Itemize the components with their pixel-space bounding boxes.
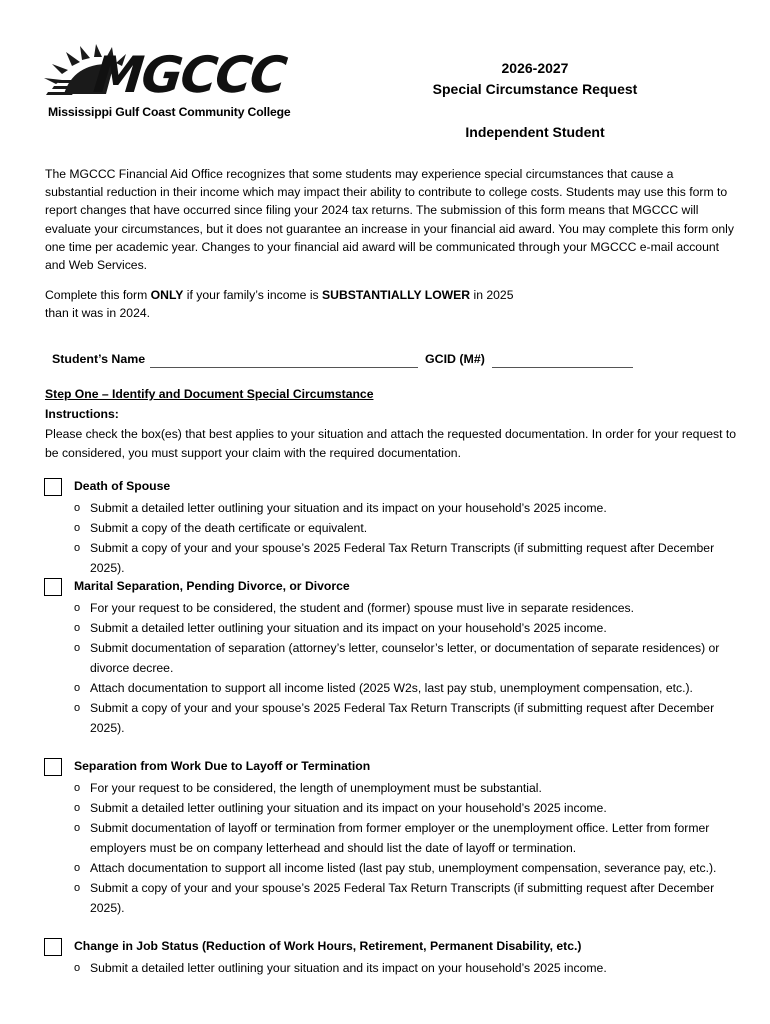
student-name-label: Student’s Name [52, 352, 146, 366]
list-item [74, 778, 734, 798]
intro-paragraph: The MGCCC Financial Aid Office recognizes that some students may experience special circumstances that cause a substantial reduction in their income which may impact their ability to contribute to college costs. Students may use this form to report changes that have occurred since filing your 2024 tax returns. The submission of this form means that MGCCC will evaluate your circumstances, but it does not guarantee an increase in your financial aid award. You may complete this form only one time per academic year. Changes to your financial aid award will be communicated through your MGCCC e-mail account and Web Services. [45, 167, 734, 273]
list-item [74, 618, 734, 638]
form-title: Special Circumstance Request [432, 81, 638, 97]
form-subtitle: Independent Student [465, 124, 605, 140]
checkbox-layoff-termination[interactable] [44, 758, 62, 776]
step-one-section [45, 385, 745, 463]
list-item-text: Submit a copy of your and your spouse’s 2025 Federal Tax Return Transcripts (if submitting request after December 2025). [90, 701, 715, 735]
checkbox-change-in-job-status[interactable] [44, 938, 62, 956]
bullet-icon: o [74, 962, 81, 974]
category-title: Change in Job Status (Reduction of Work Hours, Retirement, Permanent Disability, etc.) [74, 939, 582, 953]
bullet-icon: o [74, 782, 81, 794]
list-item-text: Submit a detailed letter outlining your situation and its impact on your household’s 2025 income. [90, 801, 607, 815]
form-year: 2026-2027 [501, 60, 569, 76]
income-note-text: Complete this form [45, 288, 151, 302]
instructions-label: Instructions: [45, 407, 119, 421]
income-note-line2: than it was in 2024. [45, 306, 151, 320]
requirement-list [74, 598, 734, 738]
income-note [45, 286, 565, 322]
bullet-icon: o [74, 702, 81, 714]
list-item-text: Submit documentation of layoff or termination from former employer or the unemployment office. Letter from former employers must be on company letterhead and should list the date of layoff or termination. [90, 821, 710, 855]
list-item-text: Submit a detailed letter outlining your situation and its impact on your household’s 2025 income. [90, 621, 607, 635]
list-item-text: For your request to be considered, the student and (former) spouse must live in separate residences. [90, 601, 634, 615]
list-item [74, 538, 734, 578]
checkbox-marital-separation[interactable] [44, 578, 62, 596]
list-item-text: Attach documentation to support all income listed (last pay stub, unemployment compensation, severance pay, etc.). [90, 861, 717, 875]
bullet-icon: o [74, 822, 81, 834]
list-item-text: Submit a copy of your and your spouse’s 2025 Federal Tax Return Transcripts (if submitting request after December 2025). [90, 541, 715, 575]
list-item-text: Submit a detailed letter outlining your situation and its impact on your household’s 2025 income. [90, 501, 607, 515]
category-title: Marital Separation, Pending Divorce, or Divorce [74, 579, 350, 593]
bullet-icon: o [74, 882, 81, 894]
list-item-text: Submit a detailed letter outlining your situation and its impact on your household’s 2025 income. [90, 961, 607, 975]
instructions-text: Please check the box(es) that best applies to your situation and attach the requested documentation. In order for your request to be considered, you must support your claim with the required documentation. [45, 427, 737, 460]
bullet-icon: o [74, 642, 81, 654]
list-item [74, 698, 734, 738]
income-note-text: if your family’s income is [183, 288, 323, 302]
list-item-text: Submit a copy of your and your spouse’s 2025 Federal Tax Return Transcripts (if submitting request after December 2025). [90, 881, 715, 915]
requirement-list [74, 498, 734, 578]
category-title: Separation from Work Due to Layoff or Termination [74, 759, 371, 773]
list-item [74, 798, 734, 818]
list-item-text: For your request to be considered, the length of unemployment must be substantial. [90, 781, 542, 795]
list-item [74, 498, 734, 518]
list-item [74, 598, 734, 618]
step-one-heading: Step One – Identify and Document Special Circumstance [45, 387, 374, 401]
list-item [74, 678, 734, 698]
gcid-label: GCID (M#) [425, 352, 485, 366]
list-item [74, 518, 734, 538]
category-title: Death of Spouse [74, 479, 171, 493]
list-item [74, 958, 734, 978]
requirement-list [74, 778, 734, 918]
bullet-icon: o [74, 622, 81, 634]
income-note-only: ONLY [150, 288, 184, 302]
college-logo [44, 44, 316, 122]
list-item [74, 858, 734, 878]
bullet-icon: o [74, 682, 81, 694]
income-note-text: in 2025 [470, 288, 514, 302]
list-item-text: Submit documentation of separation (attorney’s letter, counselor’s letter, or documentation of separate residences) or divorce decree. [90, 641, 720, 675]
list-item [74, 878, 734, 918]
bullet-icon: o [74, 602, 81, 614]
checkbox-death-of-spouse[interactable] [44, 478, 62, 496]
requirement-list [74, 958, 734, 978]
bullet-icon: o [74, 522, 81, 534]
bullet-icon: o [74, 802, 81, 814]
list-item [74, 818, 734, 858]
bullet-icon: o [74, 862, 81, 874]
bullet-icon: o [74, 542, 81, 554]
logo-wordmark: MGCCC [90, 46, 288, 104]
income-note-emphasis: SUBSTANTIALLY LOWER [322, 288, 471, 302]
list-item-text: Submit a copy of the death certificate or equivalent. [90, 521, 368, 535]
student-name-field[interactable] [150, 367, 418, 368]
logo-college-name: Mississippi Gulf Coast Community College [48, 105, 291, 119]
list-item-text: Attach documentation to support all income listed (2025 W2s, last pay stub, unemployment compensation, etc.). [90, 681, 693, 695]
bullet-icon: o [74, 502, 81, 514]
gcid-field[interactable] [492, 367, 633, 368]
list-item [74, 638, 734, 678]
